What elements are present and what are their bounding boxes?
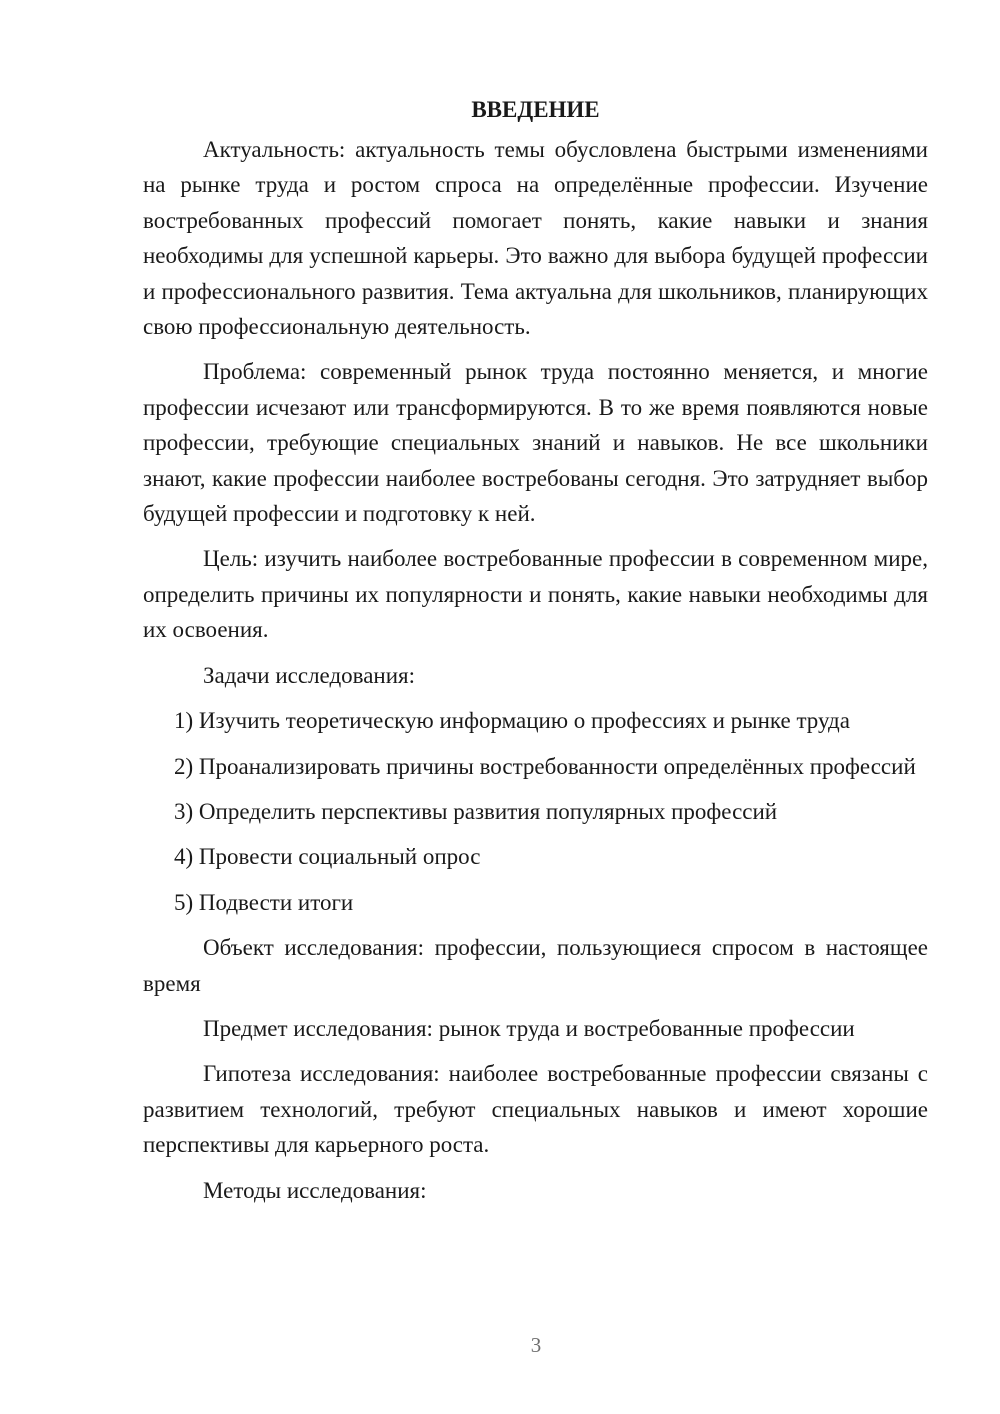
task-item-2: 2) Проанализировать причины востребованности определённых профессий [174, 753, 916, 779]
paragraph-tasks-heading: Задачи исследования: [203, 662, 416, 688]
task-item-5: 5) Подвести итоги [174, 889, 354, 915]
page-content [143, 92, 928, 1218]
paragraph-relevance: Актуальность: актуальность темы обусловлена быстрыми изменениями на рынке труда и ростом спроса на определённые профессии. Изучение востребованных профессий помогает понять, какие навыки и знания необходимы для успешной карьеры. Это важно для выбора будущей профессии и профессионального развития. Тема актуальна для школьников, планирующих свою профессиональную деятельность. [143, 137, 928, 340]
task-item-4: 4) Провести социальный опрос [174, 844, 481, 870]
task-item-3: 3) Определить перспективы развития популярных профессий [174, 798, 778, 824]
section-title: ВВЕДЕНИЕ [471, 97, 600, 122]
paragraph-subject: Предмет исследования: рынок труда и востребованные профессии [203, 1015, 855, 1041]
paragraph-object: Объект исследования: профессии, пользующиеся спросом в настоящее время [143, 935, 928, 996]
page-number: 3 [530, 1333, 542, 1357]
paragraph-methods: Методы исследования: [203, 1177, 427, 1203]
paragraph-problem: Проблема: современный рынок труда постоянно меняется, и многие профессии исчезают или трансформируются. В то же время появляются новые профессии, требующие специальных знаний и навыков. Не все школьники знают, какие профессии наиболее востребованы сегодня. Это затрудняет выбор будущей профессии и подготовку к ней. [143, 359, 928, 527]
task-item-1: 1) Изучить теоретическую информацию о профессиях и рынке труда [174, 708, 850, 734]
paragraph-hypothesis: Гипотеза исследования: наиболее востребованные профессии связаны с развитием технологий, требуют специальных навыков и имеют хорошие перспективы для карьерного роста. [143, 1061, 928, 1158]
paragraph-goal: Цель: изучить наиболее востребованные профессии в современном мире, определить причины их популярности и понять, какие навыки необходимы для их освоения. [143, 546, 928, 643]
